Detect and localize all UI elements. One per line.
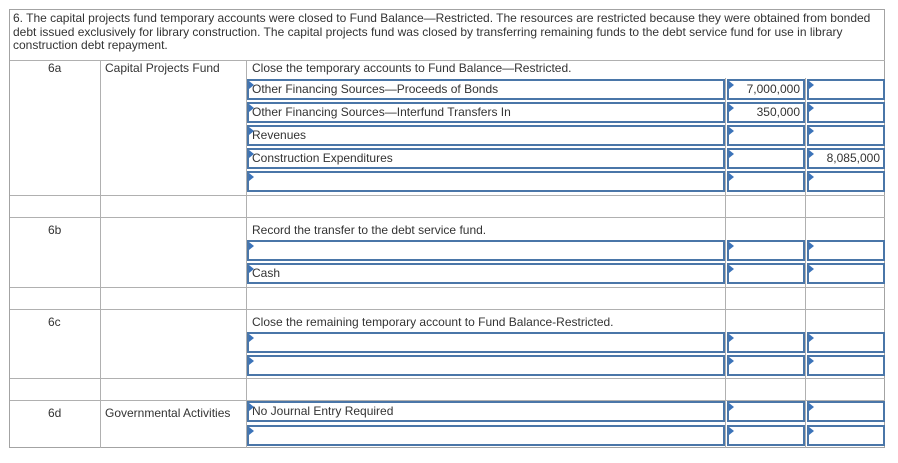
account-input-6a-3[interactable]: Revenues xyxy=(247,125,725,146)
credit-input-6a-1[interactable] xyxy=(807,79,885,100)
debit-input-6b-1[interactable] xyxy=(727,240,805,261)
grid-line xyxy=(805,78,806,448)
account-input-6b-2[interactable]: Cash xyxy=(247,263,725,284)
debit-input-6d-1[interactable] xyxy=(727,425,805,446)
dropdown-marker-icon xyxy=(729,104,734,112)
dropdown-marker-icon xyxy=(249,403,254,411)
dropdown-marker-icon xyxy=(809,357,814,365)
grid-line xyxy=(10,378,885,379)
dropdown-marker-icon xyxy=(729,173,734,181)
fund-label-6a: Capital Projects Fund xyxy=(105,61,220,75)
credit-input-6b-1[interactable] xyxy=(807,240,885,261)
dropdown-marker-icon xyxy=(809,81,814,89)
entry-id-6c: 6c xyxy=(48,315,61,329)
dropdown-marker-icon xyxy=(249,265,254,273)
credit-input-6a-4[interactable]: 8,085,000 xyxy=(807,148,885,169)
dropdown-marker-icon xyxy=(809,403,814,411)
debit-input-6a-2[interactable]: 350,000 xyxy=(727,102,805,123)
account-input-6b-1[interactable] xyxy=(247,240,725,261)
grid-line xyxy=(10,309,885,310)
account-input-6a-2[interactable]: Other Financing Sources—Interfund Transfers In xyxy=(247,102,725,123)
entry-id-6a: 6a xyxy=(48,61,62,75)
debit-input-6b-2[interactable] xyxy=(727,263,805,284)
dropdown-marker-icon xyxy=(729,427,734,435)
dropdown-marker-icon xyxy=(249,242,254,250)
description-6a: Close the temporary accounts to Fund Balance—Restricted. xyxy=(252,61,572,75)
grid-line xyxy=(10,217,885,218)
description-6c: Close the remaining temporary account to Fund Balance-Restricted. xyxy=(252,315,614,329)
dropdown-marker-icon xyxy=(809,173,814,181)
entry-id-6d: 6d xyxy=(48,406,62,420)
dropdown-marker-icon xyxy=(729,403,734,411)
dropdown-marker-icon xyxy=(809,334,814,342)
account-input-6d-description[interactable]: No Journal Entry Required xyxy=(247,401,725,422)
dropdown-marker-icon xyxy=(249,173,254,181)
grid-line xyxy=(10,287,885,288)
dropdown-marker-icon xyxy=(249,150,254,158)
question-text: 6. The capital projects fund temporary accounts were closed to Fund Balance—Restricted. The resources are restricted because they were obtained from bonded debt issued exclusively for library construction. The capital projects fund was closed by transferring remaining funds to the debt service fund for use in library construction debt repayment. xyxy=(13,11,871,52)
credit-input-6d-1[interactable] xyxy=(807,425,885,446)
dropdown-marker-icon xyxy=(809,427,814,435)
dropdown-marker-icon xyxy=(249,334,254,342)
dropdown-marker-icon xyxy=(809,150,814,158)
dropdown-marker-icon xyxy=(729,81,734,89)
dropdown-marker-icon xyxy=(729,127,734,135)
dropdown-marker-icon xyxy=(809,265,814,273)
account-input-6c-1[interactable] xyxy=(247,332,725,353)
grid-line xyxy=(10,195,885,196)
credit-input-6a-3[interactable] xyxy=(807,125,885,146)
debit-input-6c-2[interactable] xyxy=(727,355,805,376)
debit-input-6a-3[interactable] xyxy=(727,125,805,146)
entry-id-6b: 6b xyxy=(48,223,62,237)
debit-input-6a-1[interactable]: 7,000,000 xyxy=(727,79,805,100)
dropdown-marker-icon xyxy=(729,265,734,273)
account-input-6a-4[interactable]: Construction Expenditures xyxy=(247,148,725,169)
dropdown-marker-icon xyxy=(729,150,734,158)
debit-input-6a-5[interactable] xyxy=(727,171,805,192)
description-6b: Record the transfer to the debt service fund. xyxy=(252,223,487,237)
dropdown-marker-icon xyxy=(249,357,254,365)
dropdown-marker-icon xyxy=(249,104,254,112)
dropdown-marker-icon xyxy=(249,427,254,435)
debit-input-6d-description[interactable] xyxy=(727,401,805,422)
grid-line xyxy=(725,78,726,448)
debit-input-6a-4[interactable] xyxy=(727,148,805,169)
dropdown-marker-icon xyxy=(729,242,734,250)
account-input-6a-1[interactable]: Other Financing Sources—Proceeds of Bonds xyxy=(247,79,725,100)
credit-input-6a-5[interactable] xyxy=(807,171,885,192)
dropdown-marker-icon xyxy=(809,104,814,112)
account-input-6d-1[interactable] xyxy=(247,425,725,446)
dropdown-marker-icon xyxy=(809,127,814,135)
credit-input-6a-2[interactable] xyxy=(807,102,885,123)
dropdown-marker-icon xyxy=(249,81,254,89)
grid-line xyxy=(100,60,101,448)
credit-input-6d-description[interactable] xyxy=(807,401,885,422)
account-input-6a-5[interactable] xyxy=(247,171,725,192)
dropdown-marker-icon xyxy=(809,242,814,250)
dropdown-marker-icon xyxy=(729,357,734,365)
dropdown-marker-icon xyxy=(249,127,254,135)
credit-input-6b-2[interactable] xyxy=(807,263,885,284)
credit-input-6c-2[interactable] xyxy=(807,355,885,376)
debit-input-6c-1[interactable] xyxy=(727,332,805,353)
fund-label-6d: Governmental Activities xyxy=(105,406,231,420)
account-input-6c-2[interactable] xyxy=(247,355,725,376)
dropdown-marker-icon xyxy=(729,334,734,342)
credit-input-6c-1[interactable] xyxy=(807,332,885,353)
